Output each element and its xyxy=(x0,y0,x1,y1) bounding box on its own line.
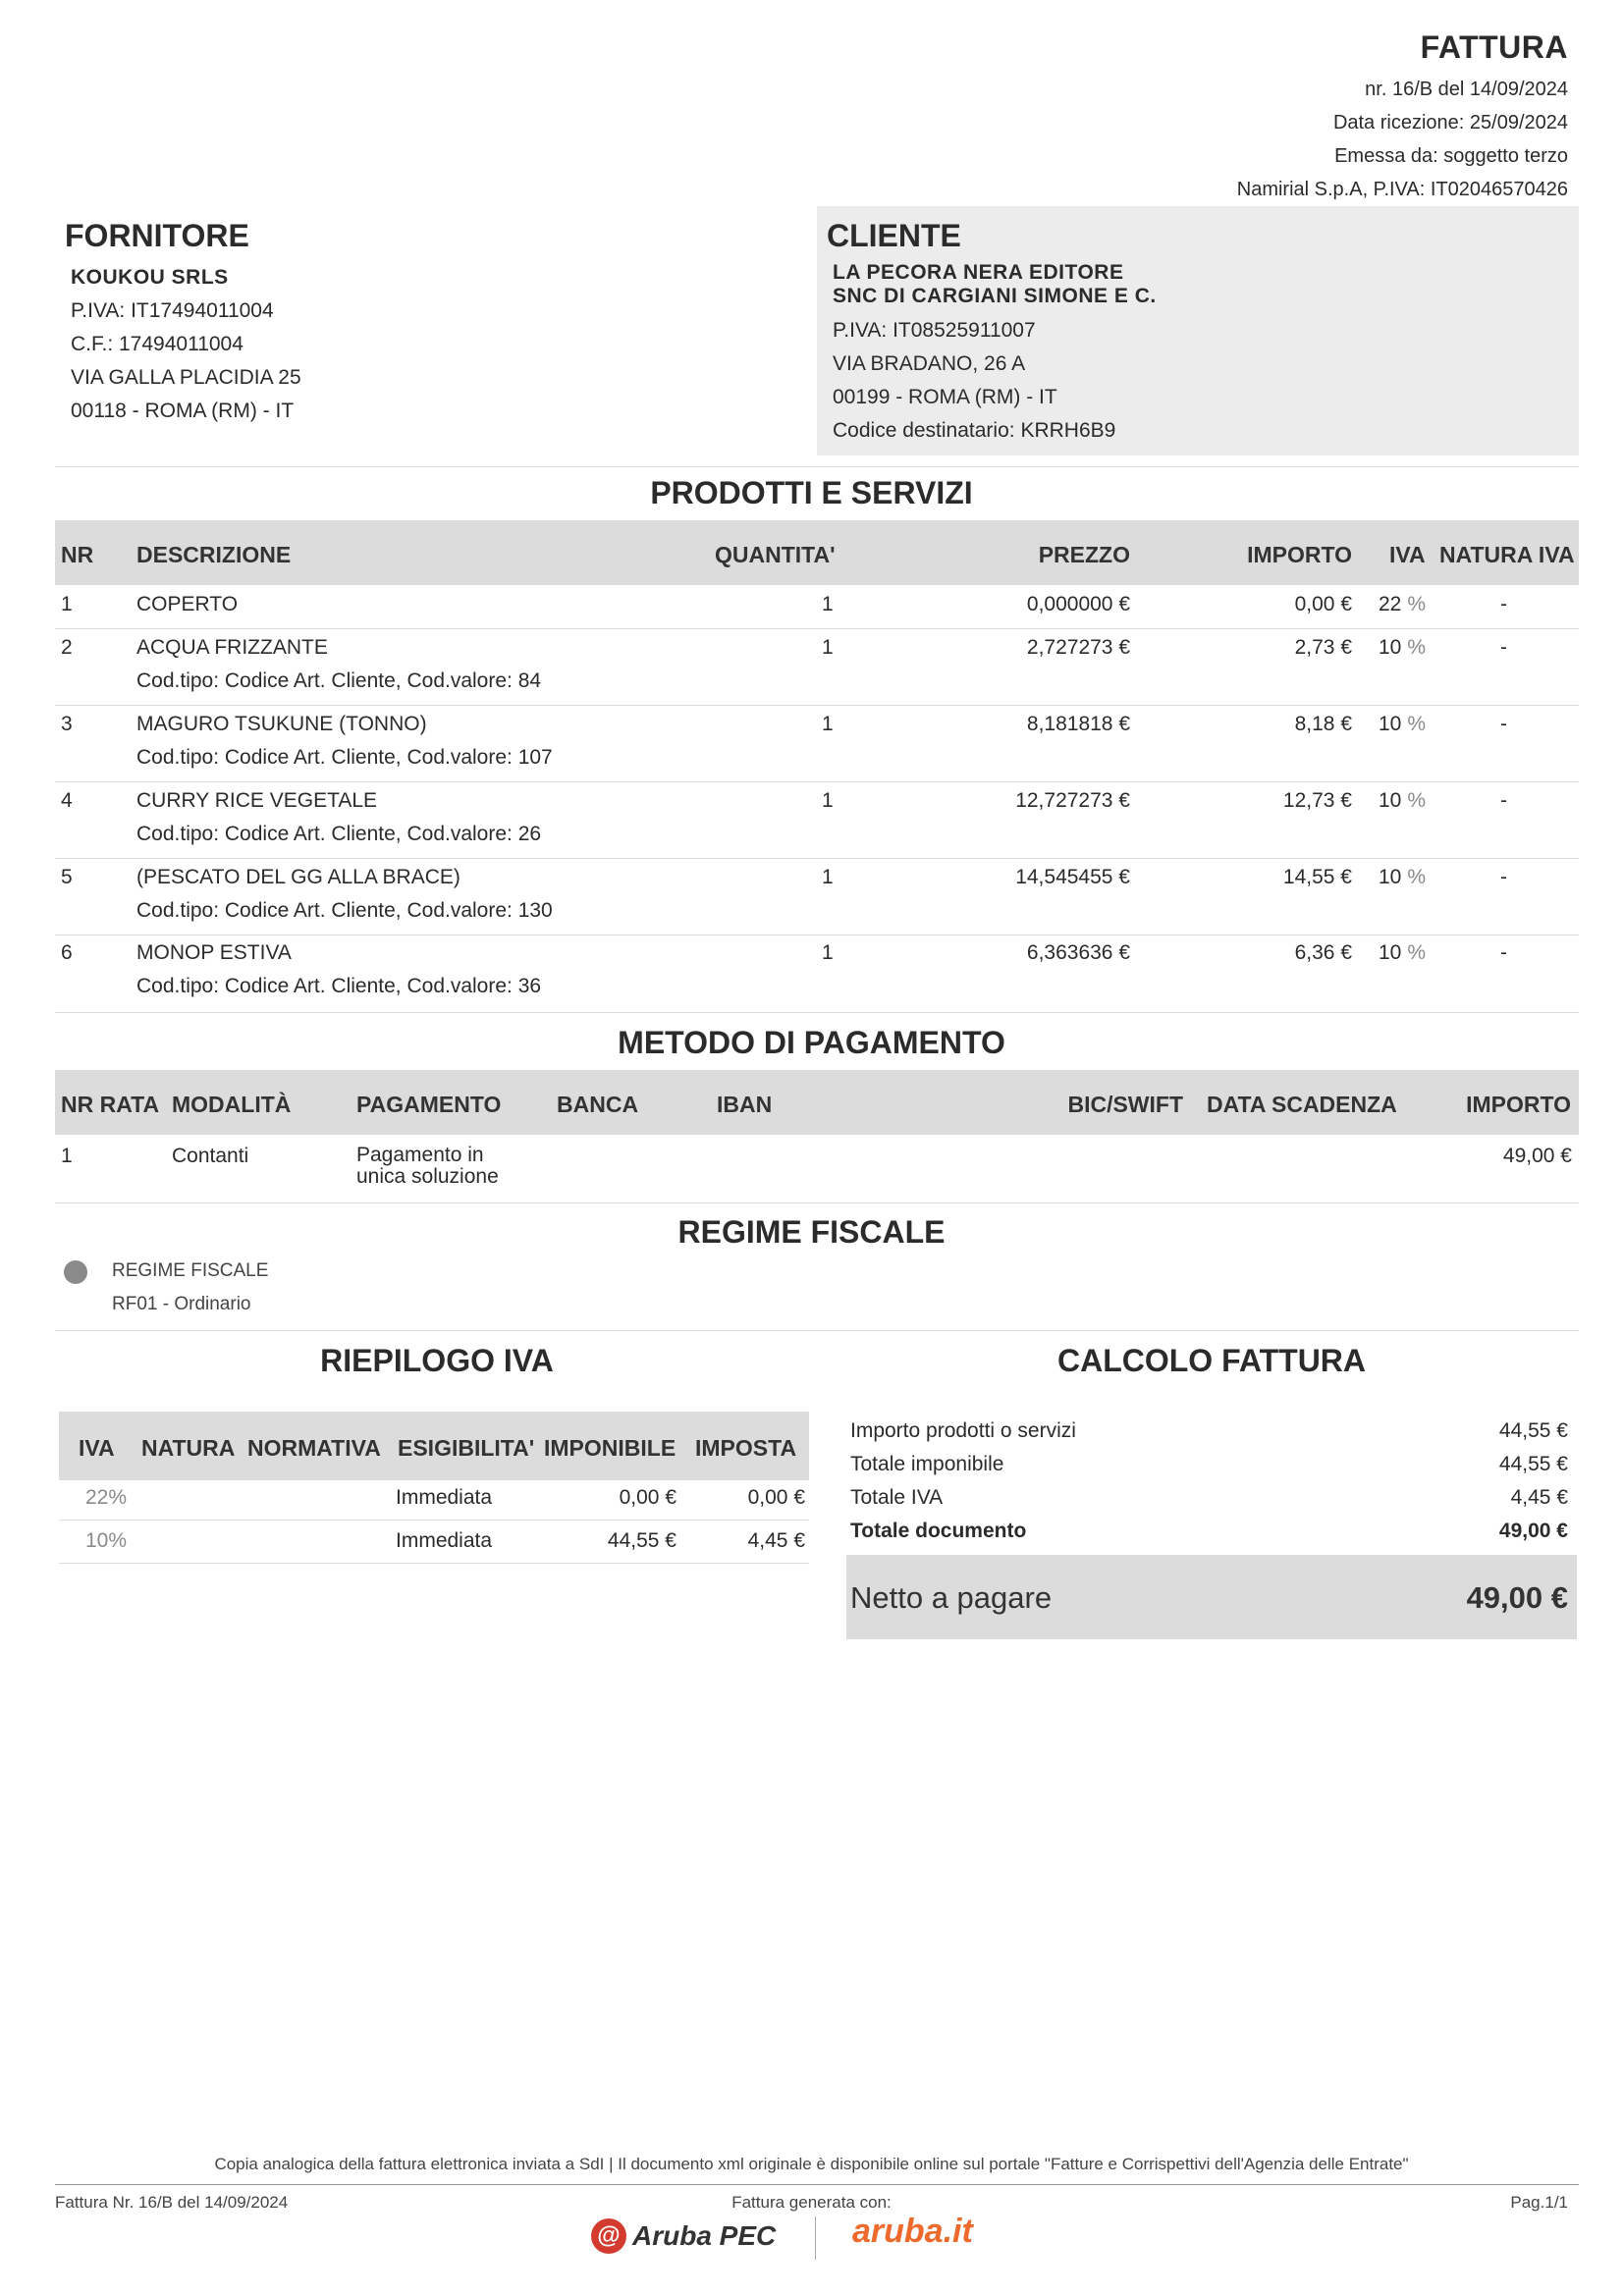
riepilogo-esigibilita-2: Immediata xyxy=(396,1529,493,1552)
row-divider xyxy=(55,934,1579,935)
row-iva-value: 10 xyxy=(1379,789,1402,812)
row-cod: Cod.tipo: Codice Art. Cliente, Cod.valore: 84 xyxy=(136,669,542,692)
row-quantita: 1 xyxy=(822,866,834,888)
rata-pagamento xyxy=(356,1145,499,1188)
col-data-scadenza: DATA SCADENZA xyxy=(1207,1092,1397,1117)
pagamento-heading: METODO DI PAGAMENTO xyxy=(618,1025,1005,1060)
netto-label: Netto a pagare xyxy=(850,1580,1053,1615)
row-iva-value: 22 xyxy=(1379,593,1402,615)
row-prezzo: 2,727273 € xyxy=(1026,636,1130,659)
row-prezzo: 12,727273 € xyxy=(1015,789,1130,812)
col-imponibile: IMPONIBILE xyxy=(544,1435,676,1461)
col-iva-riepilogo: IVA xyxy=(79,1435,115,1461)
row-natura: - xyxy=(1500,636,1507,659)
row-descrizione: MONOP ESTIVA xyxy=(136,941,292,964)
row-divider xyxy=(59,1563,809,1564)
row-divider xyxy=(59,1520,809,1521)
row-quantita: 1 xyxy=(822,941,834,964)
document-title: FATTURA xyxy=(1420,29,1568,65)
aruba-pec-logo-icon: @ xyxy=(591,2218,626,2254)
col-descrizione: DESCRIZIONE xyxy=(136,542,292,567)
calcolo-label-4: Totale documento xyxy=(850,1520,1027,1542)
row-descrizione: COPERTO xyxy=(136,593,239,615)
row-nr: 1 xyxy=(61,593,73,615)
row-descrizione: ACQUA FRIZZANTE xyxy=(136,636,328,659)
col-iban: IBAN xyxy=(717,1092,773,1117)
riepilogo-imposta-1: 0,00 € xyxy=(747,1486,805,1509)
cliente-piva: P.IVA: IT08525911007 xyxy=(833,319,1036,342)
row-cod: Cod.tipo: Codice Art. Cliente, Cod.valore: 36 xyxy=(136,975,542,997)
calcolo-value-1: 44,55 € xyxy=(1498,1419,1568,1442)
row-natura: - xyxy=(1500,941,1507,964)
issued-by: Emessa da: soggetto terzo xyxy=(1334,145,1568,167)
divider xyxy=(55,1330,1579,1331)
row-descrizione: (PESCATO DEL GG ALLA BRACE) xyxy=(136,866,460,888)
bullet-icon xyxy=(64,1260,87,1284)
fornitore-block xyxy=(71,261,301,428)
row-descrizione: MAGURO TSUKUNE (TONNO) xyxy=(136,713,427,735)
row-nr: 5 xyxy=(61,866,73,888)
col-natura: NATURA xyxy=(141,1435,236,1461)
row-divider xyxy=(55,858,1579,859)
col-bic-swift: BIC/SWIFT xyxy=(1067,1092,1183,1117)
row-iva-pct: % xyxy=(1407,789,1427,812)
footer-note: Copia analogica della fattura elettronica inviata a SdI | Il documento xml originale è disponibile online sul portale "Fatture e Corrispettivi dell'Agenzia delle Entrate" xyxy=(214,2155,1409,2173)
cliente-codice-destinatario: Codice destinatario: KRRH6B9 xyxy=(833,419,1116,442)
row-natura: - xyxy=(1500,713,1507,735)
fornitore-cf: C.F.: 17494011004 xyxy=(71,333,243,355)
riepilogo-imposta-2: 4,45 € xyxy=(747,1529,805,1552)
row-importo: 8,18 € xyxy=(1294,713,1352,735)
cliente-name-2: SNC DI CARGIANI SIMONE E C. xyxy=(833,285,1157,307)
riepilogo-iva-2: 10% xyxy=(85,1529,128,1552)
row-prezzo: 0,000000 € xyxy=(1026,593,1130,615)
row-cod: Cod.tipo: Codice Art. Cliente, Cod.valore: 26 xyxy=(136,823,542,845)
regime-label: REGIME FISCALE xyxy=(112,1260,269,1281)
row-natura: - xyxy=(1500,866,1507,888)
row-nr: 3 xyxy=(61,713,73,735)
cliente-name-1: LA PECORA NERA EDITORE xyxy=(833,261,1124,284)
fornitore-name: KOUKOU SRLS xyxy=(71,266,229,289)
rata-pagamento-line2: unica soluzione xyxy=(356,1165,499,1188)
rata-pagamento-line1: Pagamento in xyxy=(356,1144,484,1166)
riepilogo-iva-1: 22% xyxy=(85,1486,128,1509)
calcolo-heading: CALCOLO FATTURA xyxy=(1056,1343,1367,1378)
row-iva xyxy=(1379,866,1426,889)
row-iva-pct: % xyxy=(1407,593,1427,615)
col-iva: IVA xyxy=(1389,542,1426,567)
row-importo: 6,36 € xyxy=(1294,941,1352,964)
netto-value: 49,00 € xyxy=(1466,1580,1568,1615)
row-iva xyxy=(1379,941,1426,965)
calcolo-value-3: 4,45 € xyxy=(1510,1486,1568,1509)
col-nr: NR xyxy=(61,542,94,567)
row-quantita: 1 xyxy=(822,636,834,659)
row-importo: 2,73 € xyxy=(1294,636,1352,659)
calcolo-label-3: Totale IVA xyxy=(850,1486,944,1509)
row-quantita: 1 xyxy=(822,713,834,735)
cliente-heading: CLIENTE xyxy=(827,218,961,253)
row-iva-value: 10 xyxy=(1379,713,1402,735)
rata-modalita: Contanti xyxy=(172,1145,249,1167)
row-importo: 12,73 € xyxy=(1282,789,1352,812)
cliente-city: 00199 - ROMA (RM) - IT xyxy=(833,386,1057,408)
row-descrizione: CURRY RICE VEGETALE xyxy=(136,789,378,812)
row-importo: 0,00 € xyxy=(1294,593,1352,615)
reception-date: Data ricezione: 25/09/2024 xyxy=(1332,112,1568,133)
footer-page: Pag.1/1 xyxy=(1510,2193,1568,2212)
col-modalita: MODALITÀ xyxy=(172,1092,292,1117)
col-imposta: IMPOSTA xyxy=(695,1435,797,1461)
row-nr: 4 xyxy=(61,789,73,812)
logo-separator xyxy=(815,2216,816,2260)
row-iva xyxy=(1379,593,1426,616)
regime-heading: REGIME FISCALE xyxy=(677,1214,946,1250)
cliente-block xyxy=(833,261,1157,448)
cliente-address: VIA BRADANO, 26 A xyxy=(833,352,1026,375)
divider xyxy=(55,466,1579,467)
rata-importo: 49,00 € xyxy=(1502,1145,1572,1167)
riepilogo-imponibile-2: 44,55 € xyxy=(607,1529,676,1552)
row-iva-value: 10 xyxy=(1379,941,1402,964)
row-divider xyxy=(55,628,1579,629)
col-esigibilita: ESIGIBILITA' xyxy=(398,1435,535,1461)
col-importo: IMPORTO xyxy=(1247,542,1352,567)
row-iva xyxy=(1379,713,1426,736)
col-banca: BANCA xyxy=(557,1092,639,1117)
row-divider xyxy=(55,781,1579,782)
row-iva-value: 10 xyxy=(1379,636,1402,659)
row-iva-value: 10 xyxy=(1379,866,1402,888)
row-iva xyxy=(1379,636,1426,660)
calcolo-label-1: Importo prodotti o servizi xyxy=(850,1419,1076,1442)
col-nr-rata: NR RATA xyxy=(61,1092,160,1117)
aruba-pec-logo: Aruba PEC xyxy=(632,2220,777,2251)
divider xyxy=(55,1202,1579,1203)
footer-invoice-ref: Fattura Nr. 16/B del 14/09/2024 xyxy=(55,2193,289,2212)
aruba-it-logo: aruba.it xyxy=(852,2213,973,2250)
col-importo-rata: IMPORTO xyxy=(1466,1092,1571,1117)
row-prezzo: 14,545455 € xyxy=(1015,866,1130,888)
row-iva-pct: % xyxy=(1407,941,1427,964)
row-quantita: 1 xyxy=(822,593,834,615)
col-normativa: NORMATIVA xyxy=(247,1435,381,1461)
riepilogo-esigibilita-1: Immediata xyxy=(396,1486,493,1509)
row-nr: 2 xyxy=(61,636,73,659)
row-iva-pct: % xyxy=(1407,636,1427,659)
row-cod: Cod.tipo: Codice Art. Cliente, Cod.valore: 107 xyxy=(136,746,553,769)
prodotti-heading: PRODOTTI E SERVIZI xyxy=(650,475,973,510)
row-cod: Cod.tipo: Codice Art. Cliente, Cod.valore: 130 xyxy=(136,899,553,922)
regime-value: RF01 - Ordinario xyxy=(112,1294,251,1314)
col-pagamento: PAGAMENTO xyxy=(356,1092,502,1117)
row-iva xyxy=(1379,789,1426,813)
fornitore-piva: P.IVA: IT17494011004 xyxy=(71,299,274,322)
row-natura: - xyxy=(1500,593,1507,615)
col-quantita: QUANTITA' xyxy=(715,542,836,567)
riepilogo-imponibile-1: 0,00 € xyxy=(619,1486,676,1509)
issuer-info: Namirial S.p.A, P.IVA: IT02046570426 xyxy=(1236,179,1568,200)
row-quantita: 1 xyxy=(822,789,834,812)
row-iva-pct: % xyxy=(1407,866,1427,888)
riepilogo-heading: RIEPILOGO IVA xyxy=(320,1343,554,1378)
col-natura-iva: NATURA IVA xyxy=(1439,542,1575,567)
fornitore-heading: FORNITORE xyxy=(65,218,249,253)
divider xyxy=(55,1012,1579,1013)
calcolo-value-4: 49,00 € xyxy=(1498,1520,1568,1542)
row-prezzo: 8,181818 € xyxy=(1026,713,1130,735)
fornitore-address: VIA GALLA PLACIDIA 25 xyxy=(71,366,301,389)
fornitore-city: 00118 - ROMA (RM) - IT xyxy=(71,400,295,422)
footer-divider xyxy=(55,2184,1579,2185)
document-number: nr. 16/B del 14/09/2024 xyxy=(1365,79,1568,100)
footer-generated-with: Fattura generata con: xyxy=(731,2193,892,2212)
rata-nr: 1 xyxy=(61,1145,73,1167)
row-importo: 14,55 € xyxy=(1282,866,1352,888)
col-prezzo: PREZZO xyxy=(1038,542,1130,567)
row-prezzo: 6,363636 € xyxy=(1026,941,1130,964)
calcolo-label-2: Totale imponibile xyxy=(850,1453,1004,1475)
row-iva-pct: % xyxy=(1407,713,1427,735)
row-nr: 6 xyxy=(61,941,73,964)
calcolo-value-2: 44,55 € xyxy=(1498,1453,1568,1475)
row-divider xyxy=(55,705,1579,706)
row-natura: - xyxy=(1500,789,1507,812)
